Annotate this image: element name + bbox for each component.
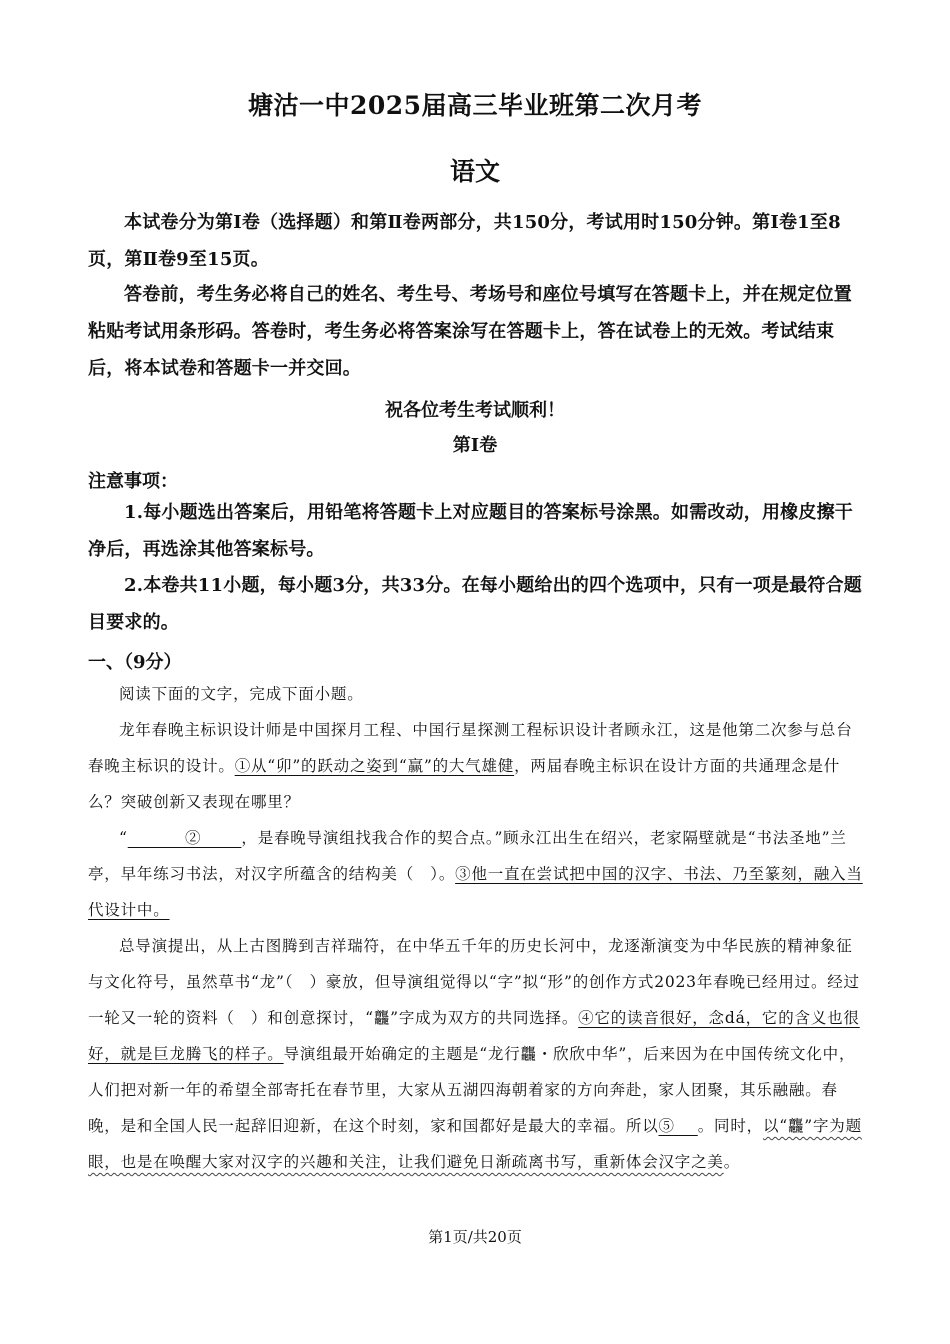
passage-text: ，两届春晚主标识在设计方面的共通理念是什么？突破创新又表现在哪里？ [88, 757, 841, 811]
passage-text: 总导演提出，从上古图腾到吉祥瑞符，在中华五千年的历史长河中，龙逐渐演变为中华民族的精神象征与文化符号，虽然草书“龙”（ ）豪放，但导演组觉得以“字”拟“形”的创作方式2023年春晚已经用过。经过一轮又一轮的资料（ ）和创意探讨，“龘”字成为双方的共同选择。 [88, 937, 860, 1027]
note-item-1: 1.每小题选出答案后，用铅笔将答题卡上对应题目的答案标号涂黑。如需改动，用橡皮擦干净后，再选涂其他答案标号。 [88, 502, 853, 560]
wavy-underlined-sentence: 以“龘”字为题眼，也是在唤醒大家对汉字的兴趣和关注，让我们避免日渐疏离书写，重新体会汉字之美 [88, 1117, 862, 1171]
passage-text: ，是春晚导演组找我合作的契合点。”顾永江出生在绍兴，老家隔壁就是“书法圣地”兰亭，早年练习书法，对汉字所蕴含的结构美（ ）。 [88, 829, 847, 883]
passage-text: 。 [723, 1153, 741, 1171]
underlined-sentence-3: ③他一直在尝试把中国的汉字、书法、乃至篆刻，融入当代设计中。 [88, 865, 863, 919]
fill-blank-2: ② [127, 829, 242, 847]
reading-instruction: 阅读下面的文字，完成下面小题。 [119, 685, 364, 703]
subject-title: 语文 [449, 157, 500, 186]
passage-paragraph-2 [88, 820, 863, 928]
underlined-sentence-1: ①从“卯”的跃动之姿到“赢”的大气雄健 [234, 757, 515, 775]
exam-title: 塘沽一中2025届高三毕业班第二次月考 [247, 91, 703, 120]
underlined-sentence-4: ④它的读音很好，念dá，它的含义也很好，就是巨龙腾飞的样子。 [88, 1009, 860, 1063]
intro-paragraph-1: 本试卷分为第Ⅰ卷（选择题）和第Ⅱ卷两部分，共150分，考试用时150分钟。第Ⅰ卷1至8页，第Ⅱ卷9至15页。 [88, 212, 841, 270]
passage-text: 导演组最开始确定的主题是“龙行龘・欣欣中华”，后来因为在中国传统文化中，人们把对新一年的希望全部寄托在春节里，大家从五湖四海朝着家的方向奔赴，家人团聚，其乐融融。春晚，是和全国人民一起辞旧迎新，在这个时刻，家和国都好是最大的幸福。所以 [88, 1045, 856, 1135]
passage-paragraph-1 [88, 712, 863, 820]
passage-text: “ [119, 829, 128, 847]
fill-blank-5: ⑤ [658, 1117, 698, 1135]
passage-paragraph-3 [88, 928, 863, 1180]
note-item-2: 2.本卷共11小题，每小题3分，共33分。在每小题给出的四个选项中，只有一项是最符合题目要求的。 [88, 575, 863, 633]
passage-text: 龙年春晚主标识设计师是中国探月工程、中国行星探测工程标识设计者顾永江，这是他第二次参与总台春晚主标识的设计。 [88, 721, 853, 775]
notes-heading: 注意事项： [88, 471, 178, 492]
passage-text: 。同时， [697, 1117, 763, 1135]
part-heading: 第Ⅰ卷 [452, 435, 498, 456]
page-number: 第1页/共20页 [428, 1228, 522, 1246]
intro-paragraph-2: 答卷前，考生务必将自己的姓名、考生号、考场号和座位号填写在答题卡上，并在规定位置粘贴考试用条形码。答卷时，考生务必将答案涂写在答题卡上，答在试卷上的无效。考试结束后，将本试卷和答题卡一并交回。 [88, 284, 852, 379]
wish-line: 祝各位考生考试顺利！ [385, 400, 565, 421]
section-heading: 一、（9分） [88, 652, 182, 673]
